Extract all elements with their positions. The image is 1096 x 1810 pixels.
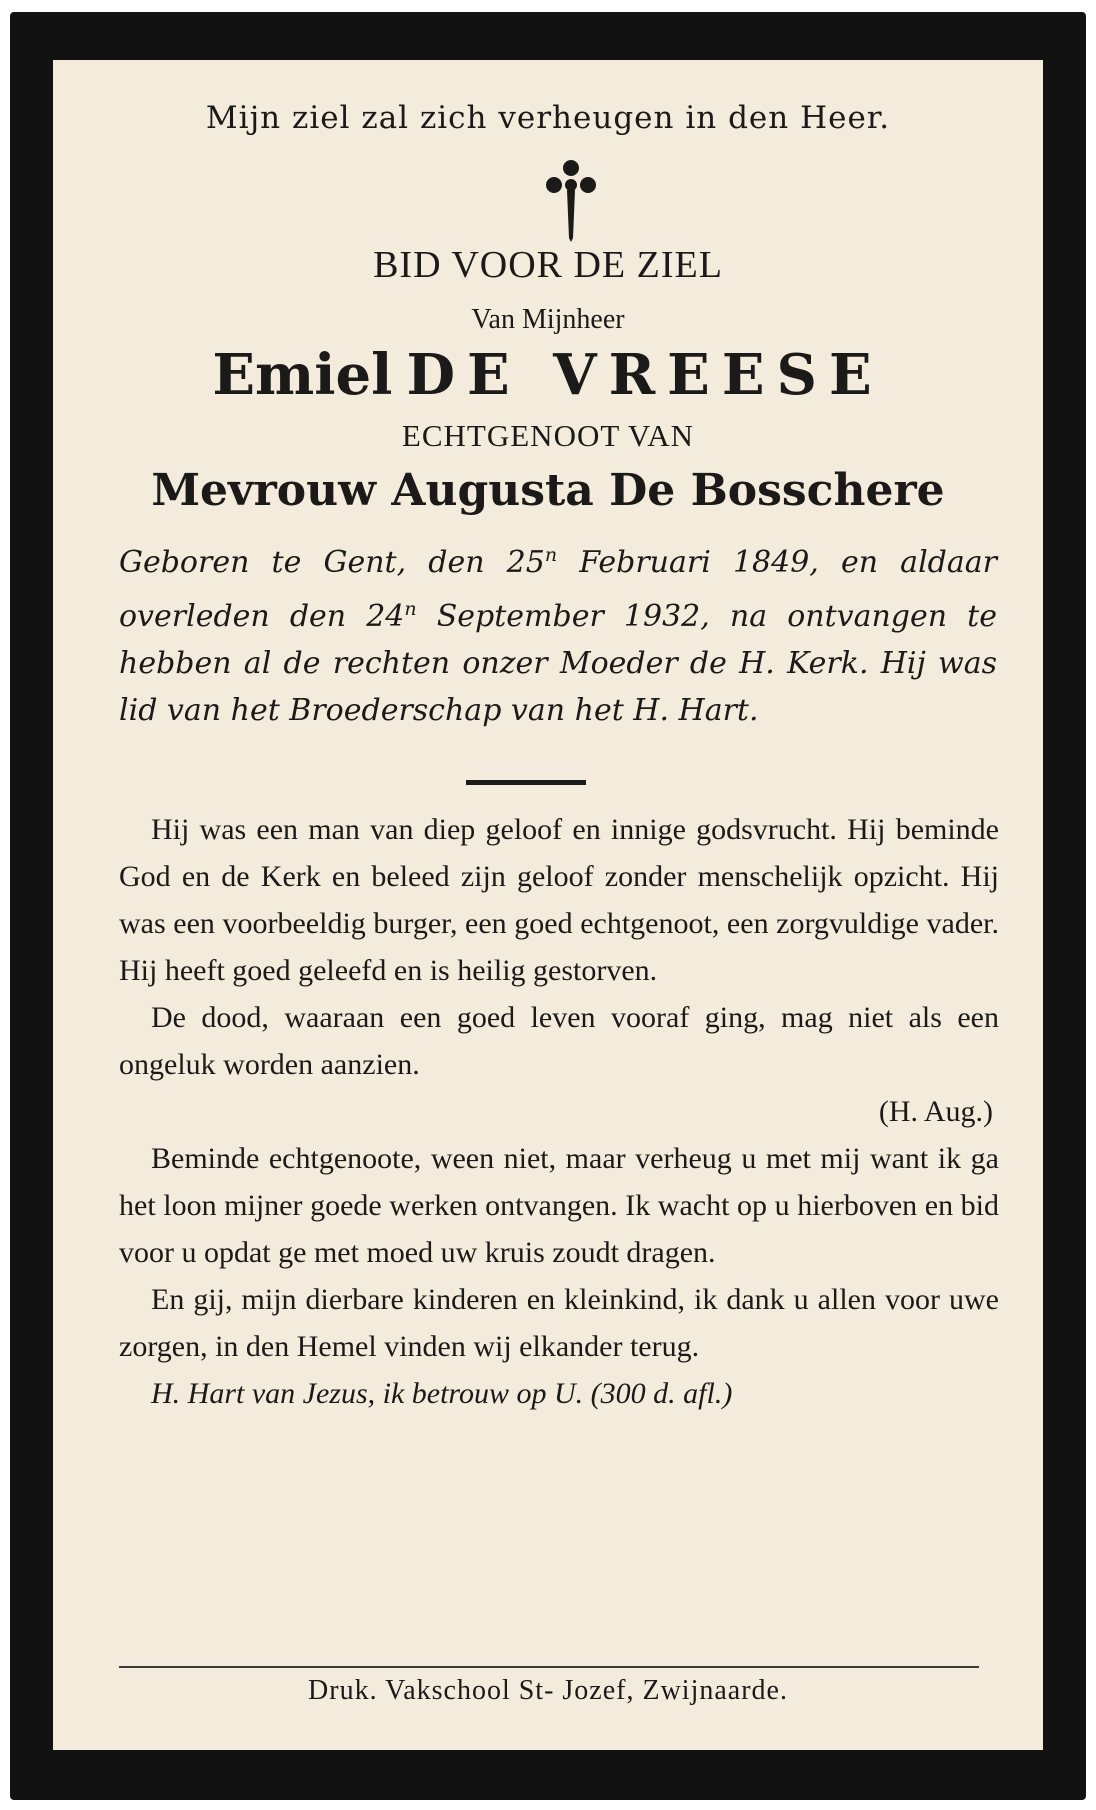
paragraph-to-wife: Beminde echtgenoote, ween niet, maar verheug u met mij want ik ga het loon mijner goede werken ontvangen. Ik wacht op u hierboven en bid voor u opdat ge met moed uw kruis zoudt dragen. [119,1142,999,1269]
deceased-name [53,342,1043,408]
paragraph-death-quote: De dood, waaraan een goed leven vooraf ging, mag niet als een ongeluk worden aanzien. [119,1001,999,1081]
divider [466,780,586,785]
body-text [119,806,999,1417]
printer-credit: Druk. Vakschool St- Jozef, Zwijnaarde. [308,1675,788,1706]
closing-prayer: H. Hart van Jezus, ik betrouw op U. (300 d. afl.) [151,1377,733,1410]
bio-born-sup: n [544,544,558,566]
bio-born-date: Februari 1849, en aldaar overleden den 24 [119,545,997,634]
echtgenoot-label: ECHTGENOOT VAN [401,418,695,453]
bid-heading: BID VOOR DE ZIEL [373,244,723,286]
motto: Mijn ziel zal zich verheugen in den Heer. [205,100,891,136]
cross-icon [543,156,599,242]
first-name: Emiel [212,342,393,408]
mourning-card-border [10,12,1086,1800]
van-mijnheer: Van Mijnheer [471,304,625,335]
bio-born-prefix: Geboren te Gent, den 25 [119,545,545,580]
card-paper [53,60,1043,1750]
wife-name: Mevrouw Augusta De Bosschere [151,465,945,516]
quote-attribution: (H. Aug.) [878,1095,993,1128]
footer-rule [119,1666,979,1668]
bio-rest: September 1932, na ontvangen te hebben al de rechten onzer Moeder de H. Kerk. Hij was lid van het Broederschap van het H. Hart. [119,599,997,728]
surname: DE VREESE [406,342,884,408]
paragraph-to-children: En gij, mijn dierbare kinderen en kleinkind, ik dank u allen voor uwe zorgen, in den Hemel vinden wij elkander terug. [119,1283,999,1363]
biography [119,532,997,734]
bio-died-sup: n [404,598,417,620]
paragraph-character: Hij was een man van diep geloof en innige godsvrucht. Hij beminde God en de Kerk en beleed zijn geloof zonder menschelijk opzicht. Hij was een voorbeeldig burger, een goed echtgenoot, een zorgvuldige vader. Hij heeft goed geleefd en is heilig gestorven. [119,813,999,987]
